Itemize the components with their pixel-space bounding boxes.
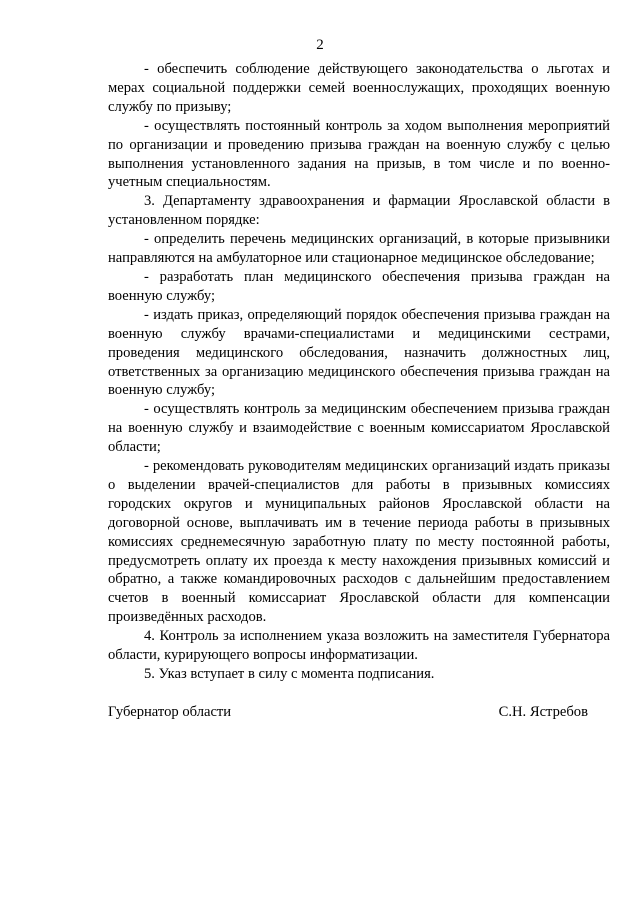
document-body <box>108 60 610 684</box>
paragraph-recommend-heads: - рекомендовать руководителям медицинских организаций издать приказы о выделении врачей-специалистов для работы в призывных комиссиях городских округов и муниципальных районов Ярославской области на договорной основе, выплачивать им в течение периода работы в призывных комиссиях среднемесячную заработную плату по месту постоянной работы, предусмотреть оплату их проезда к месту нахождения призывных комиссий и обратно, а также командировочных расходов с дальнейшим предоставлением счетов в военный комиссариат Ярославской области для компенсации произведённых расходов. <box>108 458 610 626</box>
paragraph-item-4-control: 4. Контроль за исполнением указа возложить на заместителя Губернатора области, курирующего вопросы информатизации. <box>108 628 610 664</box>
signature-title: Губернатор области <box>108 704 232 720</box>
paragraph-social-support: - обеспечить соблюдение действующего законодательства о льготах и мерах социальной поддержки семей военнослужащих, проходящих военную службу по призыву; <box>108 61 610 115</box>
paragraph-issue-order: - издать приказ, определяющий порядок обеспечения призыва граждан на военную службу врачами-специалистами и медицинскими сестрами, проведения медицинского обследования, назначить должностных лиц, ответственных за организацию медицинского обеспечения призыва граждан на военную службу; <box>108 306 610 399</box>
paragraph-item-5-effect: 5. Указ вступает в силу с момента подписания. <box>144 666 435 682</box>
paragraph-medical-control: - осуществлять контроль за медицинским обеспечением призыва граждан на военную службу и взаимодействие с военным комиссариатом Ярославской области; <box>108 401 610 456</box>
paragraph-control-conscription: - осуществлять постоянный контроль за ходом выполнения мероприятий по организации и проведению призыва граждан на военную службу с целью выполнения установленного задания на призыв, в том числе и по военно-учетным специальностям. <box>108 117 610 191</box>
paragraph-medical-organizations-list: - определить перечень медицинских организаций, в которые призывники направляются на амбулаторное или стационарное медицинское обследование; <box>108 231 610 267</box>
signature-name: С.Н. Ястребов <box>498 704 588 720</box>
paragraph-medical-plan: - разработать план медицинского обеспечения призыва граждан на военную службу; <box>108 268 610 304</box>
paragraph-item-3-health-department: 3. Департаменту здравоохранения и фармации Ярославской области в установленном порядке: <box>108 193 610 229</box>
page-number: 2 <box>316 37 324 53</box>
